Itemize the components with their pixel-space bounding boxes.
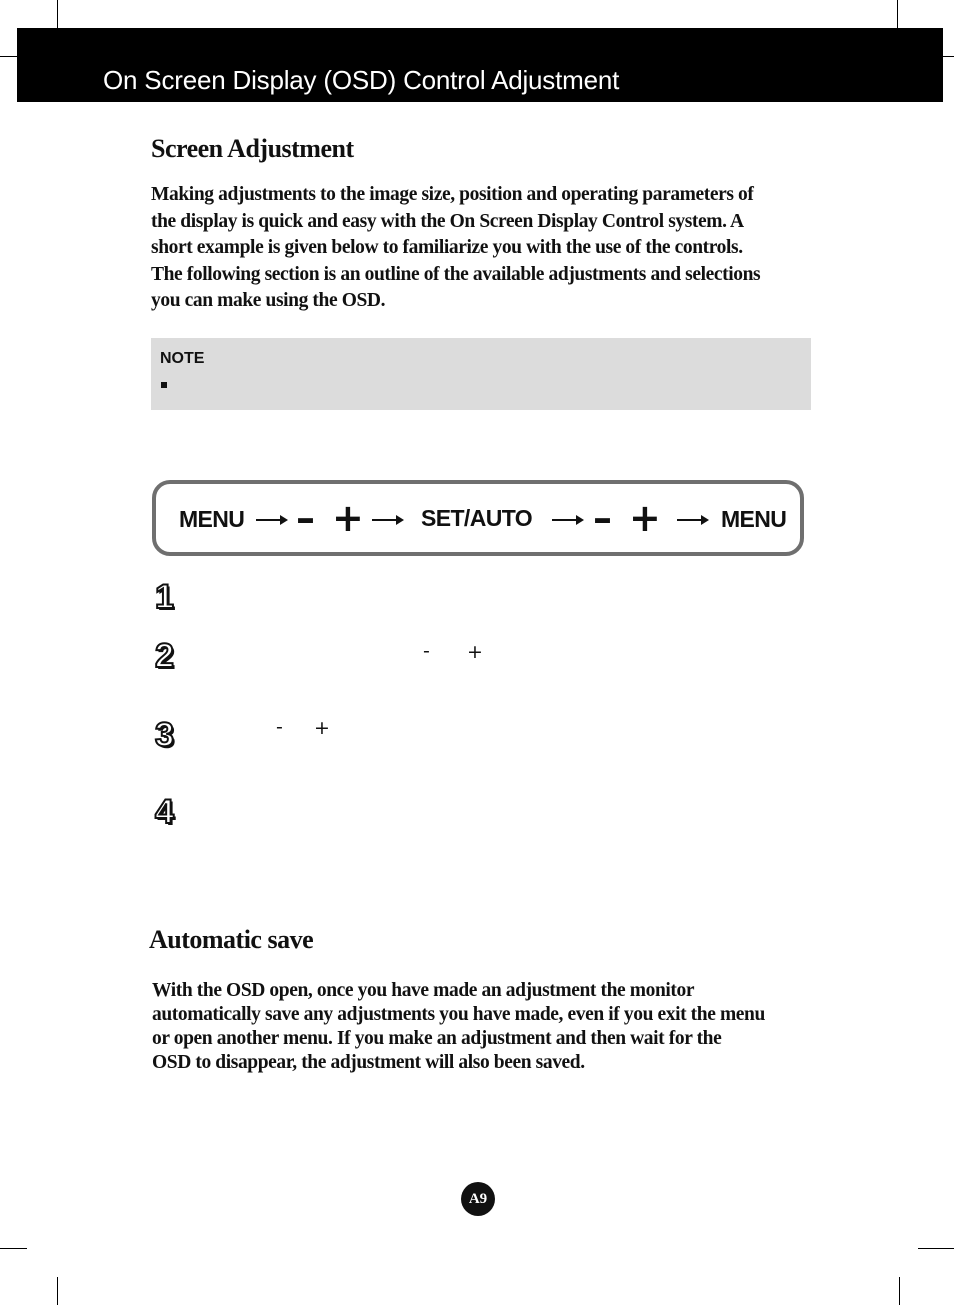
step-2-plus: +	[467, 641, 483, 663]
paragraph-line: or open another menu. If you make an adjustment and then wait for the	[152, 1028, 722, 1049]
paragraph-line: short example is given below to familiarize you with the use of the controls.	[151, 237, 743, 258]
header-bar	[17, 28, 943, 102]
step-2-minus: -	[423, 640, 430, 662]
paragraph-line: Making adjustments to the image size, position and operating parameters of	[151, 184, 754, 205]
screen-adjustment-paragraph	[151, 182, 760, 315]
flow-menu-end: MENU	[721, 506, 787, 532]
flow-menu-start: MENU	[179, 506, 245, 532]
step-number-4: 4	[155, 793, 174, 831]
section-heading-screen-adjustment: Screen Adjustment	[151, 134, 354, 163]
crop-mark	[943, 56, 954, 57]
paragraph-line: The following section is an outline of the available adjustments and selections	[151, 263, 761, 285]
crop-mark	[918, 1248, 954, 1249]
flow-arrow	[256, 519, 286, 521]
crop-mark	[57, 1277, 58, 1305]
step-number-1: 1	[155, 578, 174, 616]
page-title: On Screen Display (OSD) Control Adjustment	[103, 65, 620, 95]
flow-set-auto: SET/AUTO	[421, 505, 533, 531]
flow-plus-2: +	[629, 496, 661, 540]
crop-mark	[899, 1277, 900, 1305]
crop-mark	[57, 0, 58, 28]
page-number: A9	[461, 1182, 495, 1216]
crop-mark	[0, 1248, 27, 1249]
flow-arrow	[552, 519, 582, 521]
step-number-3: 3	[155, 716, 174, 754]
paragraph-line: automatically save any adjustments you have made, even if you exit the menu	[152, 1004, 765, 1025]
paragraph-line: With the OSD open, once you have made an adjustment the monitor	[152, 980, 695, 1001]
paragraph-line: the display is quick and easy with the On Screen Display Control system. A	[151, 210, 744, 232]
step-3-plus: +	[314, 717, 330, 739]
flow-arrow	[677, 519, 707, 521]
section-heading-automatic-save: Automatic save	[149, 925, 314, 954]
step-3-minus: -	[276, 716, 283, 738]
paragraph-line: OSD to disappear, the adjustment will also been saved.	[152, 1052, 585, 1073]
flow-plus-1: +	[332, 496, 364, 540]
note-label: NOTE	[160, 350, 205, 367]
crop-mark	[897, 0, 898, 28]
crop-mark	[0, 56, 17, 57]
step-number-2: 2	[155, 637, 174, 675]
flow-minus-1: –	[296, 496, 315, 540]
paragraph-line: you can make using the OSD.	[151, 290, 386, 311]
flow-minus-2: –	[593, 496, 612, 540]
flow-arrow	[372, 519, 402, 521]
note-box	[151, 338, 811, 410]
automatic-save-paragraph	[152, 979, 765, 1075]
note-bullet	[161, 382, 167, 388]
